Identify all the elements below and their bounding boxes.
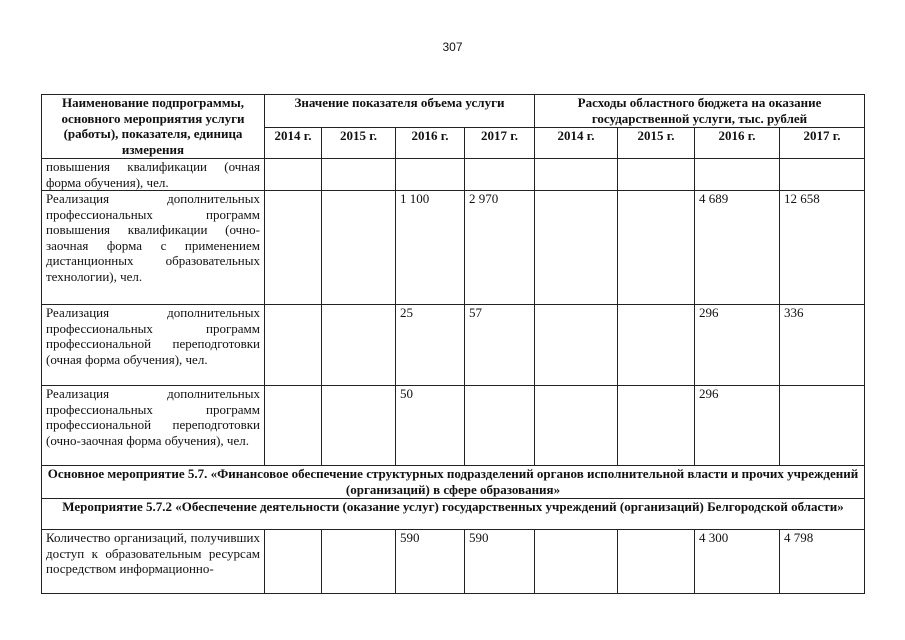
- cell-cost-2016: 4 689: [695, 191, 780, 305]
- table-row: [42, 159, 865, 191]
- cell-cost-2016: [695, 159, 780, 191]
- cell-cost-2017: [780, 386, 865, 466]
- cell-cost-2014: [535, 530, 618, 594]
- row-name: Реализация дополнительных профессиональных программ повышения квалификации (очно-заочная форма с применением дистанционных образовательных технологии), чел.: [42, 191, 265, 305]
- cell-vol-2017: [465, 386, 535, 466]
- header-year-cost-2016: 2016 г.: [695, 128, 780, 159]
- cell-vol-2017: [465, 159, 535, 191]
- cell-vol-2016: 1 100: [396, 191, 465, 305]
- cell-cost-2014: [535, 305, 618, 386]
- cell-cost-2016: 296: [695, 386, 780, 466]
- header-volume-group: Значение показателя объема услуги: [265, 95, 535, 128]
- section-row: [42, 499, 865, 530]
- header-year-cost-2014: 2014 г.: [535, 128, 618, 159]
- cell-vol-2014: [265, 159, 322, 191]
- cell-vol-2015: [322, 305, 396, 386]
- table-row: [42, 191, 865, 305]
- table-row: [42, 386, 865, 466]
- row-name: Реализация дополнительных профессиональных программ профессиональной переподготовки (очная форма обучения), чел.: [42, 305, 265, 386]
- page-number: 307: [442, 40, 463, 54]
- section-sub-activity: Мероприятие 5.7.2 «Обеспечение деятельности (оказание услуг) государственных учреждений (организаций) Белгородской области»: [42, 499, 865, 530]
- cell-cost-2015: [618, 191, 695, 305]
- cell-vol-2015: [322, 159, 396, 191]
- cell-vol-2017: 57: [465, 305, 535, 386]
- header-year-cost-2017: 2017 г.: [780, 128, 865, 159]
- header-year-vol-2015: 2015 г.: [322, 128, 396, 159]
- cell-cost-2014: [535, 191, 618, 305]
- cell-vol-2017: 590: [465, 530, 535, 594]
- section-main-activity: Основное мероприятие 5.7. «Финансовое обеспечение структурных подразделений органов исполнительной власти и прочих учреждений (организаций) в сфере образования»: [42, 466, 865, 499]
- cell-cost-2016: 4 300: [695, 530, 780, 594]
- header-year-vol-2014: 2014 г.: [265, 128, 322, 159]
- cell-vol-2017: 2 970: [465, 191, 535, 305]
- row-name: повышения квалификации (очная форма обучения), чел.: [42, 159, 265, 191]
- cell-vol-2015: [322, 386, 396, 466]
- cell-cost-2014: [535, 386, 618, 466]
- cell-cost-2015: [618, 530, 695, 594]
- budget-table: [41, 94, 865, 594]
- header-budget-group: Расходы областного бюджета на оказание государственной услуги, тыс. рублей: [535, 95, 865, 128]
- header-year-vol-2017: 2017 г.: [465, 128, 535, 159]
- cell-cost-2015: [618, 386, 695, 466]
- cell-cost-2017: 12 658: [780, 191, 865, 305]
- header-year-cost-2015: 2015 г.: [618, 128, 695, 159]
- cell-cost-2015: [618, 159, 695, 191]
- cell-vol-2016: 590: [396, 530, 465, 594]
- cell-vol-2014: [265, 305, 322, 386]
- cell-cost-2015: [618, 305, 695, 386]
- cell-cost-2016: 296: [695, 305, 780, 386]
- cell-vol-2014: [265, 530, 322, 594]
- row-name: Реализация дополнительных профессиональных программ профессиональной переподготовки (очно-заочная форма обучения), чел.: [42, 386, 265, 466]
- table-row: [42, 305, 865, 386]
- table-row: [42, 530, 865, 594]
- cell-vol-2014: [265, 386, 322, 466]
- row-name: Количество организаций, получивших доступ к образовательным ресурсам посредством информационно-: [42, 530, 265, 594]
- header-year-vol-2016: 2016 г.: [396, 128, 465, 159]
- cell-cost-2017: 336: [780, 305, 865, 386]
- cell-cost-2017: [780, 159, 865, 191]
- cell-vol-2014: [265, 191, 322, 305]
- cell-vol-2016: 50: [396, 386, 465, 466]
- header-name-column: Наименование подпрограммы, основного мероприятия услуги (работы), показателя, единица измерения: [42, 95, 265, 159]
- cell-cost-2014: [535, 159, 618, 191]
- cell-cost-2017: 4 798: [780, 530, 865, 594]
- cell-vol-2016: 25: [396, 305, 465, 386]
- section-row: [42, 466, 865, 499]
- cell-vol-2015: [322, 530, 396, 594]
- cell-vol-2016: [396, 159, 465, 191]
- cell-vol-2015: [322, 191, 396, 305]
